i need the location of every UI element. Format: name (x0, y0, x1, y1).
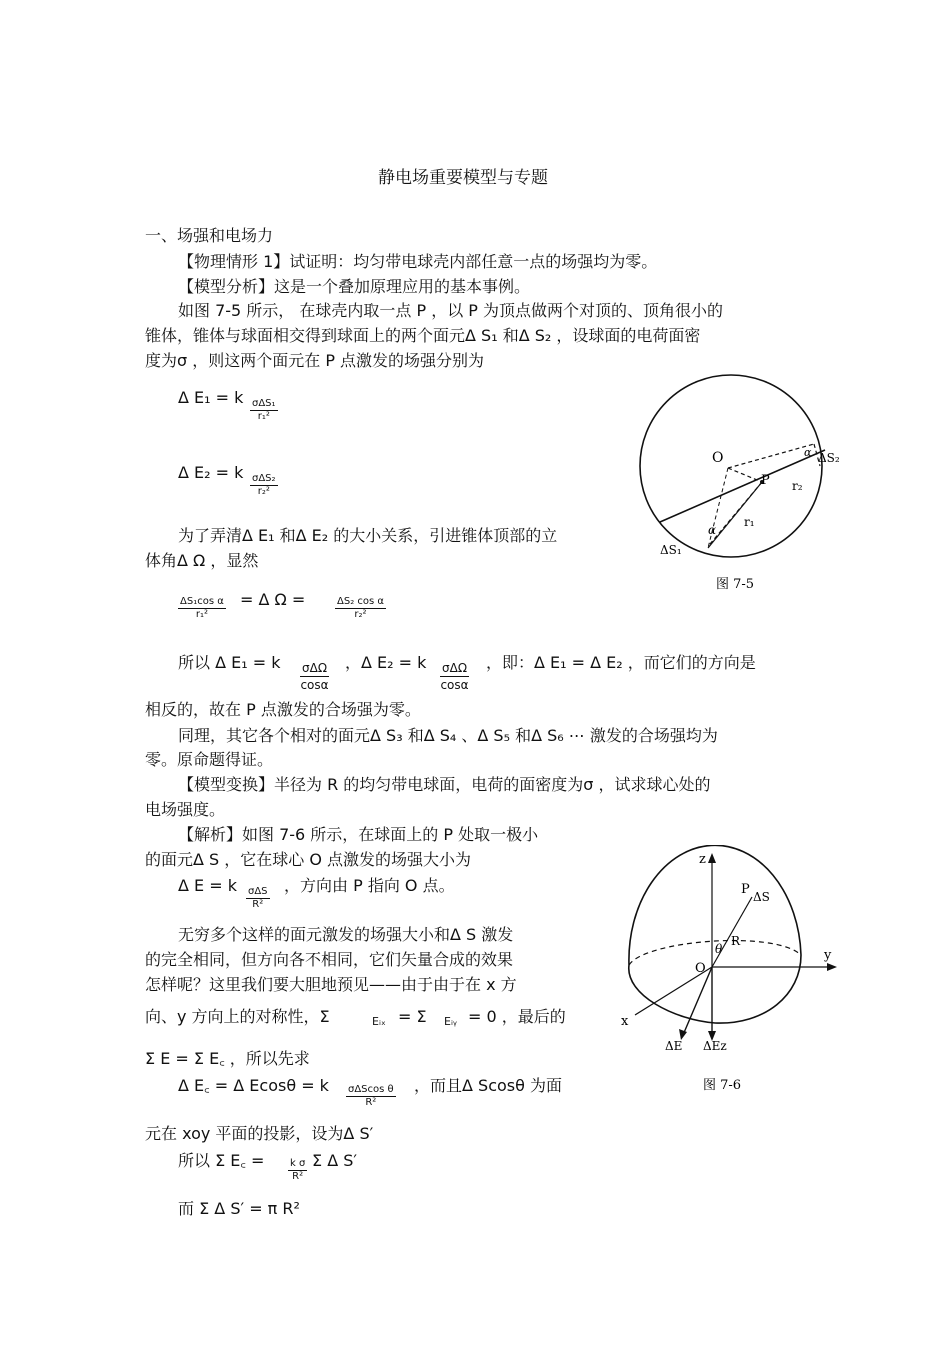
fraction (335, 596, 386, 621)
paragraph: 如图 7-5 所示， 在球壳内取一点 P ，以 P 为顶点做两个对顶的、顶角很小的 (178, 301, 724, 320)
label-dS: ΔS (753, 890, 770, 904)
equation-lhs: Δ E₂ = k (178, 463, 244, 482)
numerator: σΔS₁ (252, 398, 276, 409)
label-P: P (761, 473, 770, 488)
denominator: r₂² (257, 486, 270, 497)
equation: 而 Σ Δ S′ = π R² (178, 1199, 300, 1218)
denominator: r₁² (257, 411, 270, 422)
denominator: r₂² (354, 609, 367, 620)
numerator: ΔS₂ cos α (337, 596, 384, 607)
label-r2: r₂ (792, 479, 803, 493)
paragraph: = 0 ，最后的 (468, 1007, 566, 1026)
denominator: R² (365, 1097, 377, 1108)
paragraph: 怎样呢？这里我们要大胆地预见——由于由于在 x 方 (145, 975, 517, 994)
numerator: k σ (290, 1158, 306, 1169)
figure-7-6 (615, 845, 845, 1095)
label-dE: ΔE (665, 1039, 683, 1053)
label-R: R (731, 934, 741, 948)
label-theta: θ (715, 942, 723, 956)
figure-7-5 (620, 370, 850, 600)
axis-y-label: y (824, 948, 832, 963)
fraction (346, 1084, 396, 1109)
paragraph: 的面元Δ S ，它在球心 O 点激发的场强大小为 (145, 850, 472, 869)
paragraph: = Σ (398, 1007, 427, 1026)
label-O: O (712, 450, 724, 466)
paragraph: 同理，其它各个相对的面元Δ S₃ 和Δ S₄ 、Δ S₅ 和Δ S₆ ⋯ 激发的合场强均为 (178, 726, 718, 745)
numerator: σΔS (248, 886, 268, 897)
fraction (250, 398, 278, 423)
label-alpha1: α (708, 523, 717, 537)
label-dEz: ΔEz (703, 1039, 727, 1053)
denominator: r₁² (195, 609, 208, 620)
figure-caption: 图 7-6 (703, 1078, 742, 1093)
label-O: O (695, 961, 706, 976)
fraction (246, 886, 270, 911)
label-dS2: ΔS₂ (818, 451, 840, 465)
section-heading: 一、场强和电场力 (145, 226, 274, 245)
numerator: σΔΩ (442, 661, 467, 675)
paragraph: 的完全相同，但方向各不相同，它们矢量合成的效果 (145, 950, 514, 969)
label-r1: r₁ (744, 515, 755, 529)
figure-caption: 图 7-5 (716, 577, 755, 592)
paragraph: 【解析】如图 7-6 所示，在球面上的 P 处取一极小 (178, 825, 539, 844)
paragraph: ，即：Δ E₁ = Δ E₂ ，而它们的方向是 (486, 653, 756, 672)
denominator: cosα (300, 678, 329, 692)
fraction (300, 660, 329, 693)
paragraph: ，而且Δ Scosθ 为面 (414, 1076, 562, 1095)
numerator: σΔScos θ (348, 1084, 394, 1095)
label-P: P (741, 882, 750, 897)
equation-lhs: 所以 Σ E꜀ = (178, 1151, 265, 1170)
equation-lhs: Δ E = k (178, 876, 237, 895)
page-title: 静电场重要模型与专题 (378, 168, 548, 188)
equation-lhs: Δ E₁ = k (178, 388, 244, 407)
paragraph: Σ Δ S′ (312, 1151, 358, 1170)
label-dS1: ΔS₁ (660, 543, 682, 557)
fraction (440, 660, 469, 693)
paragraph: 无穷多个这样的面元激发的场强大小和Δ S 激发 (178, 925, 514, 944)
paragraph: 零。原命题得证。 (145, 750, 274, 769)
axis-z-label: z (699, 852, 706, 867)
numerator: σΔS₂ (252, 473, 276, 484)
paragraph: ，方向由 P 指向 O 点。 (284, 876, 455, 895)
fraction (288, 1158, 307, 1183)
fraction (178, 596, 226, 621)
paragraph: 相反的，故在 P 点激发的合场强为零。 (145, 700, 421, 719)
symbol: Eᵢᵧ (444, 1015, 458, 1028)
numerator: σΔΩ (302, 661, 327, 675)
label-alpha2: α (804, 446, 812, 459)
fraction (250, 473, 278, 498)
paragraph: 电场强度。 (145, 800, 226, 819)
paragraph: 所以 Δ E₁ = k (178, 653, 281, 672)
symbol: Eᵢₓ (372, 1015, 386, 1028)
paragraph: ，Δ E₂ = k (345, 653, 427, 672)
paragraph: 【模型变换】半径为 R 的均匀带电球面，电荷的面密度为σ ，试求球心处的 (178, 775, 711, 794)
axis-x-label: x (621, 1014, 629, 1029)
equation-mid: = Δ Ω = (240, 590, 306, 609)
paragraph: 【模型分析】这是一个叠加原理应用的基本事例。 (178, 277, 531, 296)
paragraph: 元在 xoy 平面的投影，设为Δ S′ (145, 1124, 374, 1143)
denominator: R² (292, 1171, 304, 1182)
paragraph: 向、y 方向上的对称性，Σ (145, 1007, 330, 1026)
paragraph: Σ E = Σ E꜀ ，所以先求 (145, 1049, 310, 1068)
denominator: R² (252, 899, 264, 910)
paragraph: 为了弄清Δ E₁ 和Δ E₂ 的大小关系，引进锥体顶部的立 (178, 526, 558, 545)
denominator: cosα (440, 678, 469, 692)
equation-lhs: Δ E꜀ = Δ Ecosθ = k (178, 1076, 329, 1095)
numerator: ΔS₁cos α (180, 596, 224, 607)
paragraph: 度为σ ，则这两个面元在 P 点激发的场强分别为 (145, 351, 485, 370)
paragraph: 体角Δ Ω ，显然 (145, 551, 259, 570)
paragraph: 锥体，锥体与球面相交得到球面上的两个面元Δ S₁ 和Δ S₂ ，设球面的电荷面密 (145, 326, 701, 345)
paragraph: 【物理情形 1】试证明：均匀带电球壳内部任意一点的场强均为零。 (178, 252, 658, 271)
